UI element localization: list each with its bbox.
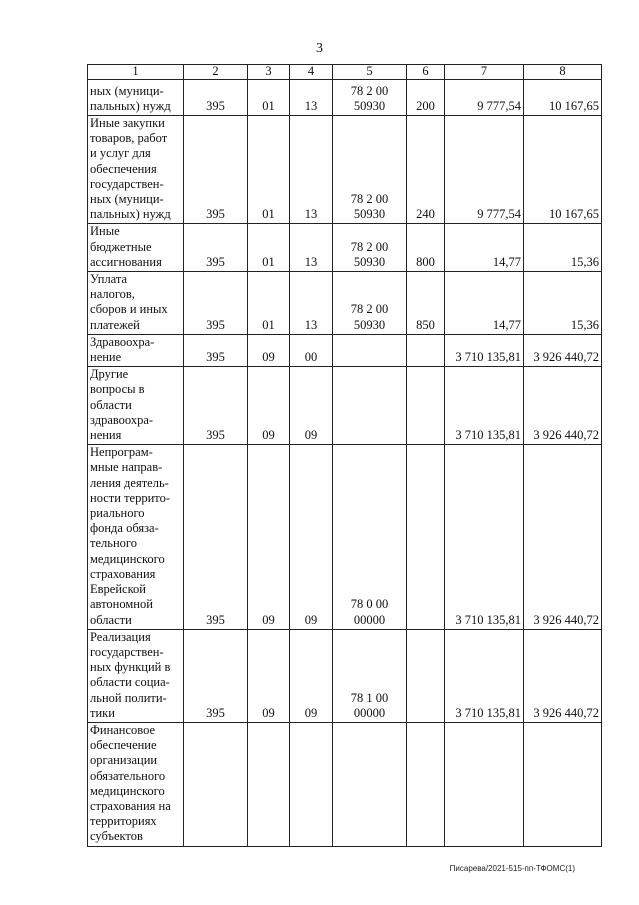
- table-row: [88, 367, 602, 445]
- amount-year1: 3 710 135,81: [445, 367, 524, 445]
- admin-code: 395: [184, 116, 248, 224]
- section-code: 09: [248, 445, 290, 629]
- table-row: [88, 272, 602, 335]
- header-cell-5: 5: [333, 65, 407, 80]
- subsection-code: 00: [290, 334, 333, 366]
- row-name: Уплата налогов, сборов и иных платежей: [88, 272, 184, 335]
- expense-type-code: 240: [407, 116, 445, 224]
- expense-type-code: 200: [407, 80, 445, 116]
- row-name: ных (муници- пальных) нужд: [88, 80, 184, 116]
- amount-year1: 14,77: [445, 272, 524, 335]
- row-name: Реализация государствен- ных функций в области социа- льной полити- тики: [88, 629, 184, 722]
- amount-year2: 3 926 440,72: [524, 629, 602, 722]
- amount-year1: 9 777,54: [445, 116, 524, 224]
- section-code: 09: [248, 629, 290, 722]
- amount-year1: [445, 722, 524, 846]
- expense-type-code: [407, 367, 445, 445]
- admin-code: 395: [184, 367, 248, 445]
- header-cell-6: 6: [407, 65, 445, 80]
- admin-code: 395: [184, 334, 248, 366]
- table-row: [88, 722, 602, 846]
- admin-code: 395: [184, 224, 248, 272]
- header-cell-4: 4: [290, 65, 333, 80]
- target-article-code: [333, 334, 407, 366]
- table-row: [88, 224, 602, 272]
- amount-year1: 9 777,54: [445, 80, 524, 116]
- header-cell-8: 8: [524, 65, 602, 80]
- amount-year1: 3 710 135,81: [445, 629, 524, 722]
- row-name: Финансовое обеспечение организации обязательного медицинского страхования на территориях субъектов: [88, 722, 184, 846]
- table-row: [88, 334, 602, 366]
- row-name: Здравоохра- нение: [88, 334, 184, 366]
- section-code: 01: [248, 224, 290, 272]
- target-article-code: 78 2 00 50930: [333, 224, 407, 272]
- target-article-code: 78 1 00 00000: [333, 629, 407, 722]
- target-article-code: 78 2 00 50930: [333, 272, 407, 335]
- admin-code: [184, 722, 248, 846]
- admin-code: 395: [184, 445, 248, 629]
- amount-year2: 3 926 440,72: [524, 334, 602, 366]
- page-number: 3: [316, 41, 323, 56]
- row-name: Иные бюджетные ассигнования: [88, 224, 184, 272]
- row-name: Непрограм- мные направ- ления деятель- ности террито- риального фонда обяза- тельного медицинского страхования Еврейской автономной области: [88, 445, 184, 629]
- section-code: 01: [248, 272, 290, 335]
- header-cell-7: 7: [445, 65, 524, 80]
- target-article-code: 78 2 00 50930: [333, 116, 407, 224]
- expense-type-code: [407, 445, 445, 629]
- subsection-code: 09: [290, 367, 333, 445]
- expense-type-code: 800: [407, 224, 445, 272]
- amount-year2: [524, 722, 602, 846]
- amount-year1: 14,77: [445, 224, 524, 272]
- amount-year2: 15,36: [524, 224, 602, 272]
- table-row: [88, 80, 602, 116]
- section-code: [248, 722, 290, 846]
- expense-type-code: [407, 629, 445, 722]
- subsection-code: 13: [290, 224, 333, 272]
- row-name: Другие вопросы в области здравоохра- нения: [88, 367, 184, 445]
- target-article-code: 78 0 00 00000: [333, 445, 407, 629]
- table-row: [88, 116, 602, 224]
- amount-year2: 10 167,65: [524, 80, 602, 116]
- subsection-code: 09: [290, 445, 333, 629]
- admin-code: 395: [184, 629, 248, 722]
- amount-year1: 3 710 135,81: [445, 445, 524, 629]
- subsection-code: 13: [290, 272, 333, 335]
- expense-type-code: [407, 722, 445, 846]
- amount-year2: 10 167,65: [524, 116, 602, 224]
- admin-code: 395: [184, 80, 248, 116]
- target-article-code: [333, 367, 407, 445]
- expense-type-code: [407, 334, 445, 366]
- header-cell-1: 1: [88, 65, 184, 80]
- target-article-code: [333, 722, 407, 846]
- section-code: 01: [248, 80, 290, 116]
- subsection-code: 13: [290, 116, 333, 224]
- subsection-code: [290, 722, 333, 846]
- target-article-code: 78 2 00 50930: [333, 80, 407, 116]
- expense-type-code: 850: [407, 272, 445, 335]
- section-code: 09: [248, 367, 290, 445]
- table-row: [88, 445, 602, 629]
- document-footer: Писарева/2021-515-пп-ТФОМС(1): [449, 864, 575, 873]
- subsection-code: 13: [290, 80, 333, 116]
- table-row: [88, 629, 602, 722]
- amount-year2: 3 926 440,72: [524, 367, 602, 445]
- header-cell-2: 2: [184, 65, 248, 80]
- amount-year1: 3 710 135,81: [445, 334, 524, 366]
- admin-code: 395: [184, 272, 248, 335]
- budget-table: [87, 64, 602, 847]
- table-header-row: [88, 65, 602, 80]
- section-code: 09: [248, 334, 290, 366]
- amount-year2: 15,36: [524, 272, 602, 335]
- section-code: 01: [248, 116, 290, 224]
- row-name: Иные закупки товаров, работ и услуг для обеспечения государствен- ных (муници- пальных) нужд: [88, 116, 184, 224]
- header-cell-3: 3: [248, 65, 290, 80]
- amount-year2: 3 926 440,72: [524, 445, 602, 629]
- subsection-code: 09: [290, 629, 333, 722]
